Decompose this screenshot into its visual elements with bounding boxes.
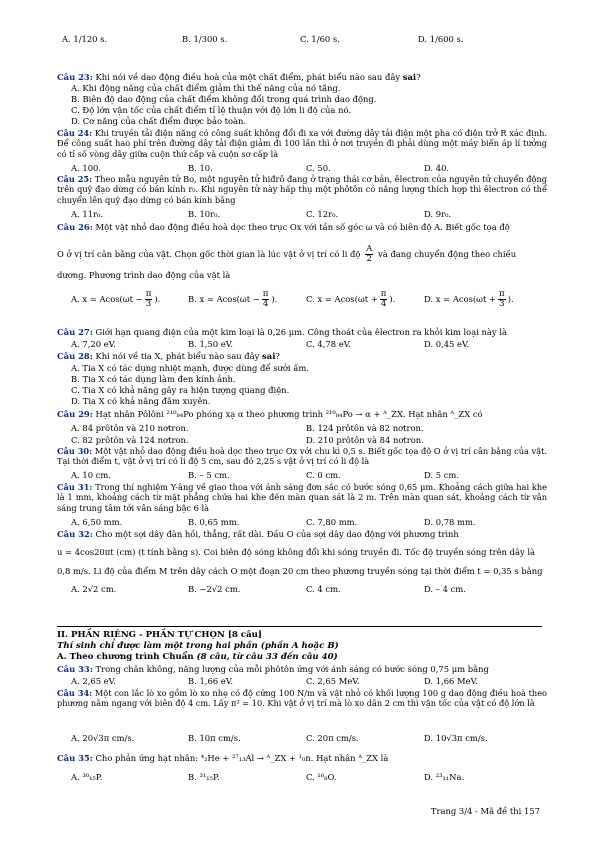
section-title: II. PHẦN RIÊNG - PHẦN TỰ CHỌN [8 câu] (57, 630, 262, 640)
q30-option-c: C. 0 cm. (306, 470, 341, 480)
q34-text: Một con lắc lò xo gồm lò xo nhẹ có độ cứng 100 N/m và vật nhỏ có khối lượng 100 g dao động điều hoà theo phương nằm ngang với biên độ 4 cm. Lấy π² = 10. Khi vật ở vị trí mà lò xo dãn 2 cm thì vận tốc của vật có độ lớn là (57, 688, 547, 709)
q29-option-c: C. 82 prôtôn và 124 nơtron. (71, 435, 189, 445)
q25-options (0, 209, 595, 223)
q34-number: Câu 34: (57, 688, 93, 698)
q26-option-a: A. x = Acos(ωt − $\frac{\pi}{3}$ ). (71, 289, 161, 309)
q26-line3: dương. Phương trình dao động của vật là (57, 270, 231, 280)
q33-option-d: D. 1,66 MeV. (424, 676, 478, 686)
q35-text: Cho phản ứng hạt nhân: ⁴₂He + ²⁷₁₃Al → ᴬ_ZX + ¹₀n. Hạt nhân ᴬ_ZX là (95, 753, 389, 763)
q26-number: Câu 26: (57, 222, 93, 232)
q34-option-d: D. 10√3π cm/s. (424, 733, 488, 743)
q31-number: Câu 31: (57, 482, 93, 492)
q30-option-b: B. – 5 cm. (188, 470, 230, 480)
q32-options (0, 584, 595, 600)
q32-option-d: D. – 4 cm. (424, 584, 466, 594)
q32-text-1: Cho một sợi dây đàn hồi, thẳng, rất dài. Đầu O của sợi dây dao động với phương trình (95, 529, 459, 539)
q24-option-b: B. 10. (188, 163, 213, 173)
q26-option-d: D. x = Acos(ωt + $\frac{\pi}{3}$ ). (424, 289, 514, 309)
q34-option-b: B. 10π cm/s. (188, 733, 241, 743)
q23-stem: Câu 23: Khi nói về dao động điều hoà của một chất điểm, phát biểu nào sau đây sai? (57, 72, 421, 82)
q26-fraction: $\frac{A}{2}$ (366, 244, 373, 264)
q35-option-c: C. ¹⁶₈O. (306, 772, 337, 782)
q24-stem (57, 128, 547, 159)
q23-emphasis: sai (402, 72, 417, 82)
q23-option-b: B. Biên độ dao động của chất điểm không đổi trong quá trình dao động. (71, 94, 377, 104)
q33-option-b: B. 1,66 eV. (188, 676, 233, 686)
q33-stem (57, 664, 489, 675)
part-a-heading: A. Theo chương trình Chuẩn (8 câu, từ câu 33 đến câu 40) (57, 652, 338, 662)
q29-stem (57, 409, 483, 420)
q31-option-c: C. 7,80 mm. (306, 517, 358, 527)
q31-option-a: A. 6,50 mm. (71, 517, 123, 527)
q22-option-b: B. 1/300 s. (182, 34, 228, 44)
q35-option-b: B. ³¹₁₅P. (188, 772, 220, 782)
q24-number: Câu 24: (57, 128, 93, 138)
q24-option-d: D. 40. (424, 163, 450, 173)
q25-stem (57, 174, 547, 205)
q28-stem: Câu 28: Khi nói về tia X, phát biểu nào sau đây sai? (57, 351, 280, 361)
q23-number: Câu 23: (57, 72, 93, 82)
q31-option-b: B. 0,65 mm. (188, 517, 240, 527)
q24-option-c: C. 50. (306, 163, 331, 173)
q29-option-b: B. 124 prôtôn và 82 nơtron. (306, 423, 424, 433)
q23-option-a: A. Khi động năng của chất điểm giảm thì thế năng của nó tăng. (71, 83, 341, 93)
q22-option-c: C. 1/60 s. (300, 34, 340, 44)
q25-option-c: C. 12r₀. (306, 209, 339, 219)
q29-number: Câu 29: (57, 409, 93, 419)
q26-option-c: C. x = Acos(ωt + $\frac{\pi}{4}$ ). (306, 289, 396, 309)
q30-option-d: D. 5 cm. (424, 470, 460, 480)
q28-text: Khi nói về tia X, phát biểu nào sau đây (95, 351, 260, 361)
q33-text: Trong chân không, năng lượng của mỗi phôtôn ứng với ánh sáng có bước sóng 0,75 μm bằng (95, 664, 489, 674)
q27-stem (57, 327, 507, 338)
q22-option-a: A. 1/120 s. (62, 34, 108, 44)
q31-stem (57, 482, 547, 513)
q32-option-c: C. 4 cm. (306, 584, 341, 594)
q35-options (0, 772, 595, 786)
section-subtitle: Thí sinh chỉ được làm một trong hai phần (phần A hoặc B) (57, 641, 339, 651)
q34-option-a: A. 20√3π cm/s. (71, 733, 135, 743)
q30-stem (57, 446, 547, 467)
q31-option-d: D. 0,78 mm. (424, 517, 476, 527)
q32-option-a: A. 2√2 cm. (71, 584, 117, 594)
q30-option-a: A. 10 cm. (71, 470, 111, 480)
q28-option-a: A. Tia X có tác dụng nhiệt mạnh, được dùng để sưởi ấm. (71, 363, 310, 373)
q28-option-c: C. Tia X có khả năng gây ra hiện tượng quang điện. (71, 385, 290, 395)
q29-option-d: D. 210 prôtôn và 84 nơtron. (306, 435, 424, 445)
q27-number: Câu 27: (57, 327, 93, 337)
q26-options (0, 290, 595, 314)
q22-option-d: D. 1/600 s. (418, 34, 464, 44)
q32-option-b: B. −2√2 cm. (188, 584, 241, 594)
q35-stem (57, 753, 388, 764)
q26-text-2a: O ở vị trí cân bằng của vật. Chọn gốc thời gian là lúc vật ở vị trí có li độ (57, 249, 361, 259)
q34-option-c: C. 20π cm/s. (306, 733, 359, 743)
section-divider (57, 626, 542, 627)
q35-option-a: A. ³⁰₁₅P. (71, 772, 103, 782)
q25-text: Theo mẫu nguyên tử Bo, một nguyên tử hiđrô đang ở trạng thái cơ bản, êlectron của nguyên tử chuyển động trên quỹ đạo dừng có bán kính r₀. Khi nguyên tử này hấp thụ một phôtôn có năng lượng thích hợp thì êlectron có thể chuyển lên quỹ đạo dừng có bán kính bằng (57, 174, 547, 205)
q23-option-c: C. Độ lớn vận tốc của chất điểm tỉ lệ thuận với độ lớn li độ của nó. (71, 105, 352, 115)
q25-option-a: A. 11r₀. (71, 209, 104, 219)
q28-option-b: B. Tia X có tác dụng làm đen kính ảnh. (71, 374, 236, 384)
q35-number: Câu 35: (57, 753, 93, 763)
q23-text: Khi nói về dao động điều hoà của một chất điểm, phát biểu nào sau đây (95, 72, 401, 82)
q23-option-d: D. Cơ năng của chất điểm được bảo toàn. (71, 116, 247, 126)
q28-option-d: D. Tia X có khả năng đâm xuyên. (71, 396, 211, 406)
q33-option-a: A. 2,65 eV. (71, 676, 116, 686)
q27-option-c: C. 4,78 eV. (306, 339, 351, 349)
q28-number: Câu 28: (57, 351, 93, 361)
q34-options (0, 733, 595, 747)
q32-line3: 0,8 m/s. Li độ của điểm M trên dây cách O một đoạn 20 cm theo phương truyền sóng tại thời điểm t = 0,35 s bằng (57, 566, 543, 576)
q32-line1 (57, 529, 459, 540)
q27-text: Giới hạn quang điện của một kim loại là 0,26 μm. Công thoát của êlectron ra khỏi kim loại này là (95, 327, 507, 337)
q29-text: Hạt nhân Pôlôni ²¹⁰₈₄Po phóng xạ α theo phương trình ²¹⁰₈₄Po → α + ᴬ_ZX. Hạt nhân ᴬ_ZX có (95, 409, 483, 419)
q25-option-d: D. 9r₀. (424, 209, 452, 219)
part-a-note: (8 câu, từ câu 33 đến câu 40) (196, 652, 338, 662)
q33-number: Câu 33: (57, 664, 93, 674)
q27-option-d: D. 0,45 eV. (424, 339, 470, 349)
q25-option-b: B. 10r₀. (188, 209, 221, 219)
q32-number: Câu 32: (57, 529, 93, 539)
q24-text: Khi truyền tải điện năng có công suất không đổi đi xa với đường dây tải điện một pha có điện trở R xác định. Để công suất hao phí trên đường dây tải điện giảm đi 100 lần thì ở nơi truyền đi phải dùng một máy biến áp lí tưởng có tỉ số vòng dây giữa cuộn thứ cấp và cuộn sơ cấp là (57, 128, 548, 159)
q27-option-b: B. 1,50 eV. (188, 339, 233, 349)
q26-line2 (57, 245, 516, 264)
q22-options (0, 34, 595, 48)
q32-line2: u = 4cos20πt (cm) (t tính bằng s). Coi biên độ sóng không đổi khi sóng truyền đi. Tốc độ truyền sóng trên dây là (57, 547, 536, 557)
q30-text: Một vật nhỏ dao động điều hoà dọc theo trục Ox với chu kì 0,5 s. Biết gốc tọa độ O ở vị trí cân bằng của vật. Tại thời điểm t, vật ở vị trí có li độ 5 cm, sau đó 2,25 s vật ở vị trí có li độ là (57, 446, 547, 467)
q33-option-c: C. 2,65 MeV. (306, 676, 360, 686)
q31-text: Trong thí nghiệm Y-âng về giao thoa với ánh sáng đơn sắc có bước sóng 0,65 μm. Khoảng cách giữa hai khe là 1 mm, khoảng cách từ mặt phẳng chứa hai khe đến màn quan sát là 2 m. Trên màn quan sát, khoảng cách từ vân sáng trung tâm tới vân sáng bậc 6 là (57, 482, 548, 513)
q34-stem (57, 688, 547, 709)
q28-emphasis: sai (262, 351, 276, 361)
page-footer: Trang 3/4 - Mã đề thi 157 (430, 806, 540, 816)
q26-text-2b: và đang chuyển động theo chiều (378, 249, 517, 259)
q26-text-1: Một vật nhỏ dao động điều hoà dọc theo trục Ox với tần số góc ω và có biên độ A. Biết gốc tọa độ (95, 222, 510, 232)
q25-number: Câu 25: (57, 174, 93, 184)
q29-option-a: A. 84 prôtôn và 210 nơtron. (71, 423, 189, 433)
q27-option-a: A. 7,20 eV. (71, 339, 116, 349)
q26-option-b: B. x = Acos(ωt − $\frac{\pi}{4}$ ). (188, 289, 278, 309)
q26-line1 (57, 222, 510, 233)
q35-option-d: D. ²³₁₁Na. (424, 772, 465, 782)
q30-number: Câu 30: (57, 446, 93, 456)
q24-option-a: A. 100. (71, 163, 102, 173)
